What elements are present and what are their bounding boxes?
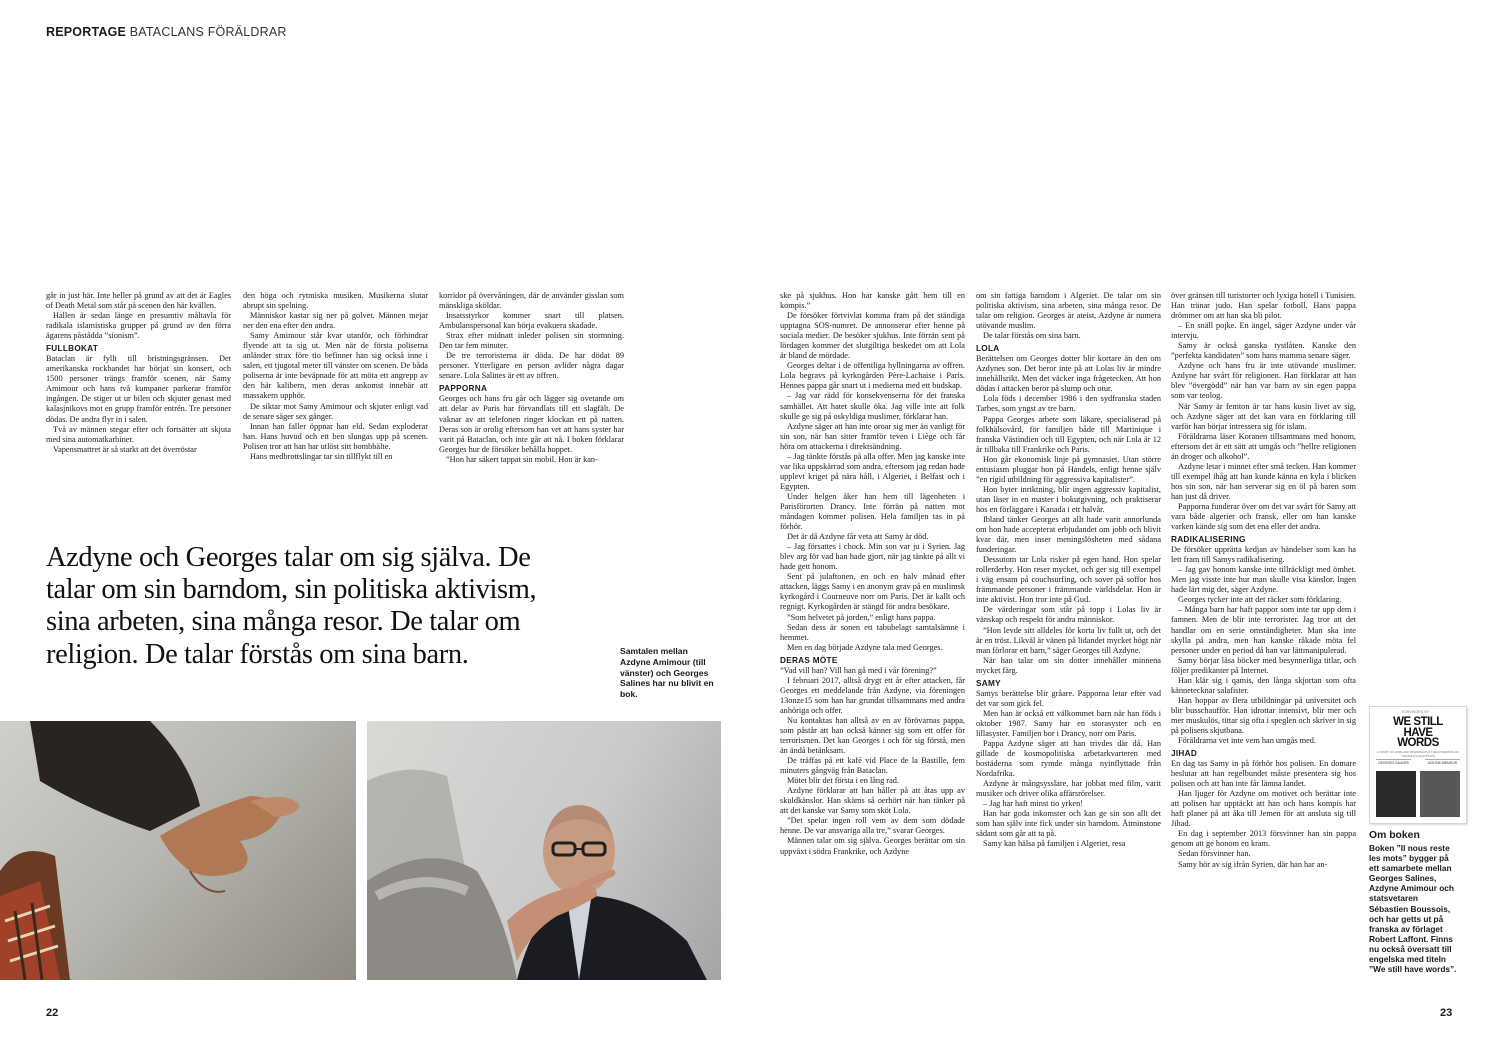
right-page (750, 0, 1500, 1038)
book-cover (1369, 706, 1467, 824)
paragraph: Insatsstyrkor kommer snart till platsen. Ambulanspersonal kan börja evakuera skadade. (439, 311, 624, 331)
pull-quote: Azdyne och Georges talar om sig själva. De talar om sin barndom, sin politiska aktivism, sina arbeten, sina många resor. De talar om religion. De talar förstås om sina barn. (46, 542, 537, 670)
paragraph: Nu kontaktas han alltså av en av förövarnas pappa, som påstår att han också känner sig som ett offer för terrorismen. Det kan Georges i och för sig förstå, men än ändå betänksam. (780, 715, 965, 756)
book-cover-photo-left (1376, 771, 1416, 817)
paragraph: Hallen är sedan länge en presumtiv måltavla för radikala islamistiska grupper på grund av den förra ägarens påstådda ”sionism”. (46, 311, 231, 341)
subheading: DERAS MÖTE (780, 655, 838, 665)
subheading: LOLA (976, 344, 1000, 354)
book-title-line-2: HAVE (1403, 726, 1433, 739)
paragraph: Ibland tänker Georges att allt hade varit annorlunda om hon hade accepterat erbjudandet om jobb och blivit kvar där, men inser meningslösheten med sådana funderingar. (976, 514, 1161, 555)
aside-title: Om boken (1369, 830, 1420, 841)
paragraph: Samy kan hälsa på familjen i Algeriet, resa (983, 839, 1126, 849)
paragraph: Hans medbrottslingar tar sin tillflykt till en (250, 451, 393, 461)
photo-caption: Samtalen mellan Azdyne Amimour (till vänster) och Georges Salines har nu blivit en bok. (620, 646, 714, 700)
paragraph: Samy börjar läsa böcker med besynnerliga titlar, och följer predikanter på Internet. (1171, 655, 1356, 675)
paragraph: korridor på övervåningen, där de använder gisslan som mänskliga sköldar. (439, 291, 624, 311)
paragraph: De försöker förtvivlat komma fram på det ständiga upptagna SOS-numret. De annonserar efter henne på sociala medier. De besöker sjukhus. Inte förrän sent på lördagen kommer det slutgiltiga beskedet om att Lola är bland de mördade. (780, 311, 965, 361)
paragraph: Men han är också ett välkommet barn när han föds i oktober 1987. Samy har en storasyster och en lillasyster. Familjen bor i Drancy, norr om Paris. (976, 708, 1161, 738)
paragraph: De talar förstås om sina barn. (983, 331, 1081, 341)
paragraph: – Jag var rädd för konsekvenserna för det franska samhället. Att hatet skulle öka. Jag ville inte att folk skulle ge sig på oskyldiga muslimer, förklarar han. (780, 391, 965, 421)
book-author-right: AZDYNE AMIMOUR (1425, 759, 1460, 765)
paragraph: Sent på julaftonen, en och en halv månad efter attacken, läggs Samy i en anonym grav på en muslimsk kyrkogård i Courneuve norr om Paris. Det är kallt och regnigt. Kyrkogården är stängd för andra besökare. (780, 572, 965, 612)
paragraph: Georges tycker inte att det räcker som förklaring. (1178, 595, 1342, 605)
left-column-2 (243, 291, 428, 503)
paragraph: De siktar mot Samy Amimour och skjuter enligt vad de senare säger sex gånger. (243, 401, 428, 421)
paragraph: Mötet blir det första i en lång rad. (787, 776, 899, 786)
paragraph: Sedan försvinner han. (1178, 849, 1251, 859)
paragraph: ”Som helvetet på jorden,” enligt hans pappa. (787, 612, 936, 622)
paragraph: Pappa Azdyne säger att han trivdes där då. Han gillade de kosmopolitiska arbetarkvarteren med bostäderna som rymde många nyinflyttade från Nordafrika. (976, 738, 1161, 779)
paragraph: går in just här. Inte heller på grund av att det är Eagles of Death Metal som står på scenen den här kvällen. (46, 291, 231, 311)
paragraph: När Samy är femton är tar hans kusin livet av sig, och Azdyne säger att det kan vara en förklaring till varför han börjar intressera sig för islam. (1171, 401, 1356, 431)
right-column-1 (780, 291, 965, 984)
photo-hand-gesture-art (0, 721, 356, 980)
book-title (1370, 717, 1466, 749)
paragraph: Innan han faller öppnar han eld. Sedan exploderar han. Hans huvud och ett ben slungas upp på scenen. Polisen tror att han har utlöst sitt bombbälte. (243, 421, 428, 451)
book-title-line-1: WE STILL (1393, 716, 1443, 728)
photo-hand-gesture (0, 721, 356, 980)
subheading: SAMY (976, 678, 1001, 688)
paragraph: De träffas på ett kafé vid Place de la Bastille, fem minuters gångväg från Bataclan. (780, 756, 965, 776)
book-author-left: GEORGES SALINES (1376, 759, 1411, 765)
paragraph: Georges deltar i de offentliga hyllningarna av offren. Lola begravs på kyrkogården Père-Lachaise i Paris. Hennes pappa går snart ut i medierna med ett budskap. (780, 361, 965, 391)
paragraph: Samys berättelse blir gråare. Papporna letar efter vad det var som gick fel. (976, 688, 1161, 708)
book-subtitle: A STORY OF HOPE AND FRIENDSHIP IN THE AFTERMATH OF THE BATACLAN ATTACKS (1377, 750, 1459, 758)
paragraph: Strax efter midnatt inleder polisen sin stormning. Den tar fem minuter. (439, 331, 624, 351)
left-column-1 (46, 291, 231, 503)
paragraph: Männen talar om sig själva. Georges berättar om sin uppväxt i södra Frankrike, och Azdyne (780, 836, 965, 856)
book-blurb: FOREWORD BY ... (1401, 710, 1435, 714)
subheading: PAPPORNA (439, 384, 488, 394)
paragraph: I februari 2017, alltså drygt ett år efter attacken, får Georges ett meddelande från Azdyne, via föreningen 13onze15 som han har grundat tillsammans med andra anhöriga och offer. (780, 675, 965, 715)
paragraph: om sin fattiga barndom i Algeriet. De talar om sin politiska aktivism, sina arbeten, sina många resor. De talar om religion. Georges är ateist, Azdyne är numera utövande muslim. (976, 291, 1161, 331)
paragraph: över gränsen till turistorter och lyxiga hotell i Tunisien. Han tränar judo. Han spelar fotboll. Hans pappa drömmer om att han ska bli pilot. (1171, 291, 1356, 321)
paragraph: Georges och hans fru går och lägger sig ovetande om att delar av Paris har förvandlats till ett slagfält. De vaknar av att telefonen ringer klockan ett på natten. Deras son är orolig eftersom han vet att hans syster har varit på Bataclan, och inte går att nå. I boken förklarar Georges hur de försöker behålla hoppet. (439, 394, 624, 454)
paragraph: – Jag gav honom kanske inte tillräckligt med ömhet. Men jag visste inte hur man skulle visa känslor. Ingen hade lärt mig det, säger Azdyne. (1171, 565, 1356, 595)
paragraph: Azdyne är mångsysslare, har jobbat med film, varit musiker och driver olika affärsrörelser. (976, 779, 1161, 799)
section-header (46, 25, 287, 39)
paragraph: Bataclan är fyllt till bristningsgränsen. Det amerikanska rockbandet har börjat sin konsert, och 1500 personer trängs framför scenen, när Samy Amimour och hans två kumpaner parkerar framför ingången. De stiger ut ur bilen och skjuter genast med kalasjnikovs mot en grupp framför entrén. Tre personer dödas. De andra flyr in i salen. (46, 354, 231, 424)
paragraph: Det är då Azdyne får veta att Samy är död. (787, 532, 929, 542)
aside-text: Boken ”Il nous reste les mots” bygger på ett samarbete mellan Georges Salines, Azdyne Amimour och statsvetaren Sébastien Boussois, och har getts ut på franska av förlaget Robert Laffont. Finns nu också översatt till engelska med titeln ”We still have words”. (1369, 843, 1457, 975)
paragraph: Vapensmattret är så starkt att det överröstar (53, 444, 197, 454)
book-cover-photos (1376, 771, 1460, 817)
photo-man-gesturing (367, 721, 721, 980)
paragraph: Han ljuger för Azdyne om motivet och berättar inte att polisen har upptäckt att han och hans kompis har haft planer på att åka till Jemen för att ansluta sig till Jihad. (1171, 789, 1356, 829)
paragraph: Samy Amimour står kvar utanför, och förhindrar flyende att ta sig ut. Men när de första poliserna anländer strax före tio befinner han sig också inne i salen, ett tjugotal meter till vänster om scenen. De båda poliserna är inte beväpnade för att möta ett angrepp av den här kalibern, men deras ankomst innebär att massakern upphör. (243, 331, 428, 401)
paragraph: Berättelsen om Georges dotter blir kortare än den om Azdynes son. Det beror inte på att Lolas liv är mindre innehållsrikt. Men det väcker inga frågetecken. Att hon dödas i attacken beror på slump och otur. (976, 354, 1161, 394)
right-column-2 (976, 291, 1161, 984)
paragraph: ske på sjukhus. Hon har kanske gått hem till en kompis.” (780, 291, 965, 311)
paragraph: ”Hon levde sitt alldeles för korta liv fullt ut, och det är en tröst. Likväl är vänen på lidandet mycket högt när man förlorar ett barn,” säger Georges till Azdyne. (976, 625, 1161, 655)
paragraph: De värderingar som står på topp i Lolas liv är vänskap och respekt för andra människor. (976, 605, 1161, 625)
paragraph: Azdyne förklarar att han håller på att åtas upp av skuldkänslor. Han skäms så oerhört när han tänker på att det kanske var Samy som sköt Lola. (780, 786, 965, 816)
paragraph: ”Vad vill han? Vill han gå med i vår förening?” (780, 665, 937, 675)
subheading: JIHAD (1171, 749, 1198, 759)
paragraph: Men en dag började Azdyne tala med Georges. (787, 642, 943, 652)
paragraph: ”Det spelar ingen roll vem av dem som dödade henne. De var ansvariga alla tre,” svarar Georges. (780, 816, 965, 836)
paragraph: – Jag försattes i chock. Min son var ju i Syrien. Jag blev arg för vad han hade gjort, när jag tänkte på allt vi hade gett honom. (780, 542, 965, 572)
left-column-3 (439, 291, 624, 503)
paragraph: Han har goda inkomster och kan ge sin son allt det som han själv inte fick under sin barndom. Åtminstone sådant som går att ta på. (976, 809, 1161, 839)
paragraph: En dag tas Samy in på förhör hos polisen. En domare beslutar att han regelbundet måste presentera sig hos polisen och att han inte får lämna landet. (1171, 759, 1356, 789)
photo-man-gesturing-art (367, 721, 721, 980)
paragraph: Föräldrarna läser Koranen tillsammans med honom, eftersom det är ett sätt att umgås och ”hellre religionen än droger och alkohol”. (1171, 431, 1356, 461)
paragraph: – Många barn har haft pappor som inte tar upp dem i famnen. Men de blir inte terrorister. Jag tror att det handlar om en serie omständigheter. Man ska inte skylla på andra, men han kanske råkade möta fel personer under en period då han var lättmanipulerad. (1171, 605, 1356, 655)
paragraph: Azdyne och hans fru är inte utövande muslimer. Azdyne har svårt för religionen. Han förklarar att han blev ”övergödd” när han var barn av sin egen pappa som var teolog. (1171, 361, 1356, 401)
paragraph: När han talar om sin dotter innehåller minnena mycket färg. (976, 655, 1161, 675)
paragraph: Samy hör av sig ifrån Syrien, där han har an- (1178, 859, 1328, 869)
paragraph: Pappa Georges arbete som läkare, specialiserad på folkhälsovård, för familjen både till Martinique i franska Västindien och till Egypten, och när Lola är 12 år tillbaka till Frankrike och Paris. (976, 414, 1161, 454)
paragraph: – Jag tänkte förstås på alla offer. Men jag kanske inte var lika uppskärrad som andra, eftersom jag redan hade upplevt kriget på nära håll, i Algeriet, i Belfast och i Egypten. (780, 451, 965, 491)
page-number-right: 23 (1440, 1007, 1453, 1019)
paragraph: Människor kastar sig ner på golvet. Männen mejar ner den ena efter den andra. (243, 311, 428, 331)
paragraph: De tre terroristerna är döda. De har dödat 89 personer. Ytterligare en person avlider några dagar senare. Lola Salines är ett av offren. (439, 351, 624, 381)
subheading: FULLBOKAT (46, 344, 99, 354)
paragraph: Han hoppar av flera utbildningar på universitet och blir busschaufför. Han idrottar intensivt, blir mer och mer muskulös, tittar sig ofta i speglen och skriver in sig på polisens skjutbana. (1171, 695, 1356, 735)
paragraph: Azdyne säger att han inte oroar sig mer än vanligt för sin son, när han sitter framför teven i Liège och får höra om attackerna i direktsändning. (780, 421, 965, 451)
paragraph: Samy är också ganska tystlåten. Kanske den ”perfekta kandidaten” som hans mamma senare säger. (1171, 341, 1356, 361)
paragraph: De försöker upprätta kedjan av händelser som kan ha lett fram till Samys radikalisering. (1171, 545, 1356, 565)
right-column-3 (1171, 291, 1356, 984)
paragraph: den höga och rytmiska musiken. Musikerna slutar abrupt sin spelning. (243, 291, 428, 311)
paragraph: Hon byter inriktning, blir ingen aggressiv kapitalist, utan läser in en master i bokutgivning, och praktiserar hos en förläggare i Kanada i ett halvår. (976, 484, 1161, 514)
section-label: REPORTAGE (46, 25, 127, 39)
page-number-left: 22 (46, 1007, 59, 1019)
subheading: RADIKALISERING (1171, 535, 1246, 545)
paragraph: – En snäll pojke. En ängel, säger Azdyne under vår intervju. (1171, 321, 1356, 341)
paragraph: Föräldrarna vet inte vem han umgås med. (1178, 736, 1317, 746)
paragraph: ”Hon har säkert tappat sin mobil. Hon är kan- (446, 454, 598, 464)
paragraph: Papporna funderar över om det var svårt för Samy att vara både algerier och fransk, eller om han kanske varken kände sig som det ena eller det andra. (1171, 501, 1356, 532)
topic-label: BATACLANS FÖRÄLDRAR (129, 25, 287, 39)
paragraph: Azdyne letar i minnet efter små tecken. Han kommer till exempel ihåg att han kunde känna en kyla i blicken hos sin son, när han serverar sig en öl på baren som han just då driver. (1171, 461, 1356, 501)
paragraph: Hon går ekonomisk linje på gymnasiet. Utan större entusiasm pluggar hon på Handels, enligt henne själv ”en rigid utbildning för aggressiva kapitalister”. (976, 454, 1161, 484)
paragraph: En dag i september 2013 försvinner han sin pappa genom att ge honom en kram. (1171, 829, 1356, 849)
paragraph: – Jag har haft minst tio yrken! (983, 799, 1084, 809)
paragraph: Sedan dess är sonen ett tabubelagt samtalsämne i hemmet. (780, 622, 965, 642)
paragraph: Lola föds i december 1986 i den sydfranska staden Tarbes, som yngst av tre barn. (976, 394, 1161, 414)
book-authors (1376, 759, 1460, 765)
book-title-line-3: WORDS (1397, 737, 1439, 749)
paragraph: Två av männen stegar efter och fortsätter att skjuta med sina automatkarbiner. (46, 424, 231, 444)
paragraph: Han klär sig i qamis, den långa skjortan som ofta kännetecknar salafister. (1171, 675, 1356, 695)
paragraph: Dessutom tar Lola risker på egen hand. Hon spelar rollerderby. Hon reser mycket, och ger sig till exempel i väg ensam på couchsurfing, och sover på soffor hos främmande personer i främmande världsdelar. Hon är inte aktivist. Hon tror inte på Gud. (976, 555, 1161, 605)
book-cover-photo-right (1420, 771, 1460, 817)
paragraph: Under helgen åker han hem till lägenheten i Parisförorten Drancy. Inte förrän på natten mot måndagen kommer polisen. Hela familjen tas in på förhör. (780, 491, 965, 532)
